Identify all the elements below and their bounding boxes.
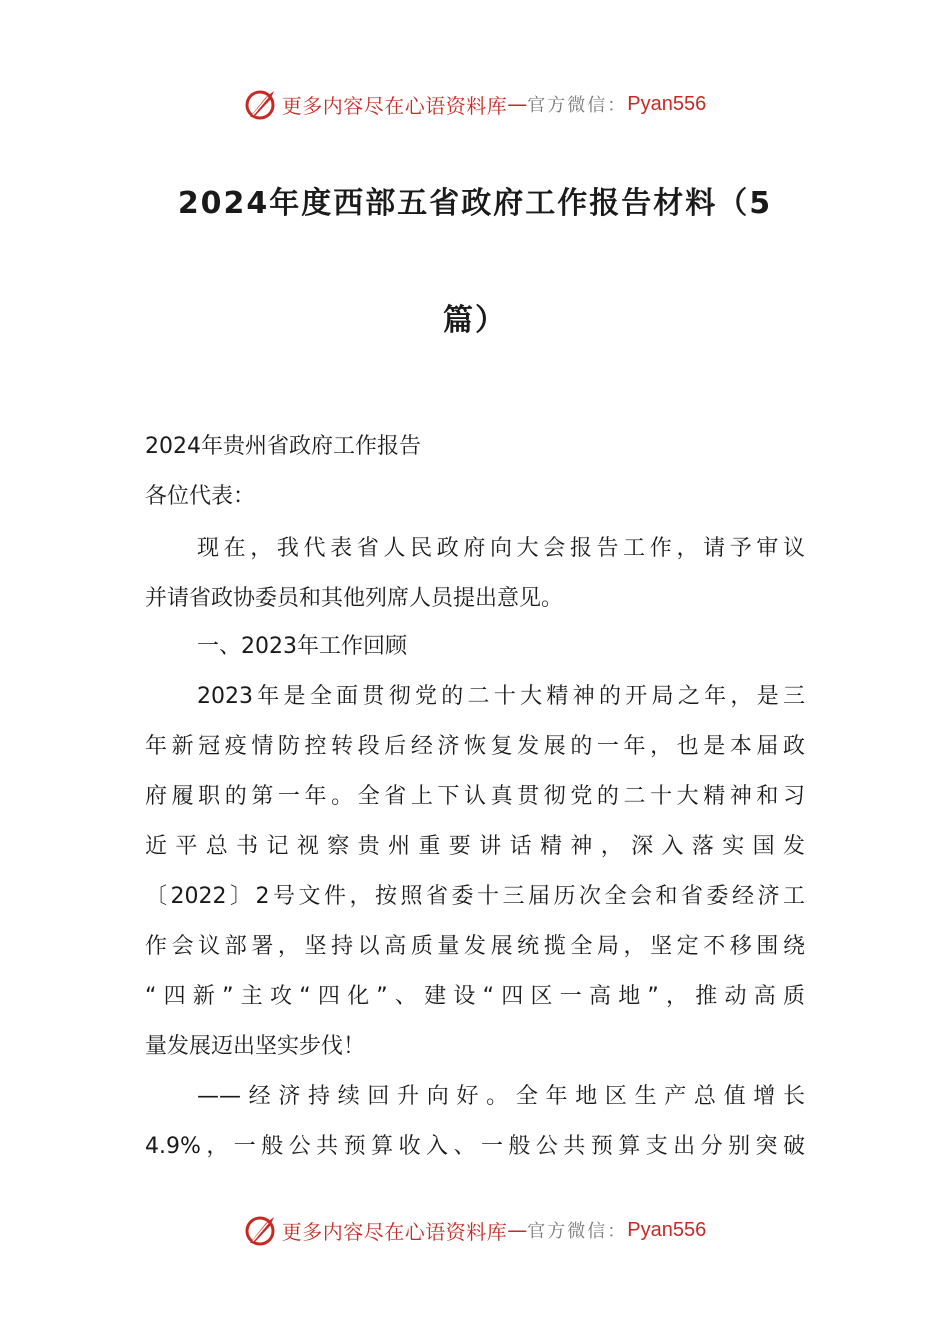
text-line: 4.9%，一般公共预算收入、一般公共预算支出分别突破 [145, 1134, 805, 1159]
watermark-dash: — [507, 92, 528, 116]
text-line: 年新冠疫情防控转段后经济恢复发展的一年，也是本届政 [145, 734, 805, 759]
text-line: ——经济持续回升向好。全年地区生产总值增长 [197, 1084, 805, 1109]
watermark-wechat-id: Pyan556 [627, 92, 707, 115]
quill-logo-icon [244, 1213, 278, 1247]
text-line: “四新”主攻“四化”、建设“四区一高地”，推动高质 [145, 984, 805, 1009]
text-line: 〔2022〕2号文件，按照省委十三届历次全会和省委经济工 [145, 884, 805, 909]
watermark-site-text: 更多内容尽在心语资料库 [281, 93, 508, 118]
watermark-site-text: 更多内容尽在心语资料库 [281, 1219, 508, 1244]
watermark-official-text: 官方微信： [527, 95, 628, 116]
text-line: 现在，我代表省人民政府向大会报告工作，请予审议 [197, 536, 805, 561]
section-heading: 2024年贵州省政府工作报告 [145, 434, 421, 459]
text-line: 并请省政协委员和其他列席人员提出意见。 [145, 586, 564, 611]
text-line: 府履职的第一年。全省上下认真贯彻党的二十大精神和习 [145, 784, 805, 809]
text-line: 近平总书记视察贵州重要讲话精神，深入落实国发 [145, 834, 805, 859]
subsection-heading: 一、2023年工作回顾 [197, 634, 407, 659]
text-line: 2023年是全面贯彻党的二十大精神的开局之年，是三 [197, 684, 805, 709]
text-line: 作会议部署，坚持以高质量发展统揽全局，坚定不移围绕 [145, 934, 805, 959]
watermark-banner-top [0, 84, 950, 124]
document-title-line-2: 篇） [443, 303, 507, 338]
salutation: 各位代表： [145, 484, 256, 509]
text-line: 量发展迈出坚实步伐！ [145, 1034, 366, 1059]
watermark-banner-bottom [0, 1210, 950, 1250]
quill-logo-icon [244, 87, 278, 121]
watermark-official-text: 官方微信： [527, 1221, 628, 1242]
document-title-line-1: 2024年度西部五省政府工作报告材料（5 [177, 186, 773, 221]
watermark-dash: — [507, 1218, 528, 1242]
watermark-wechat-id: Pyan556 [627, 1218, 707, 1241]
